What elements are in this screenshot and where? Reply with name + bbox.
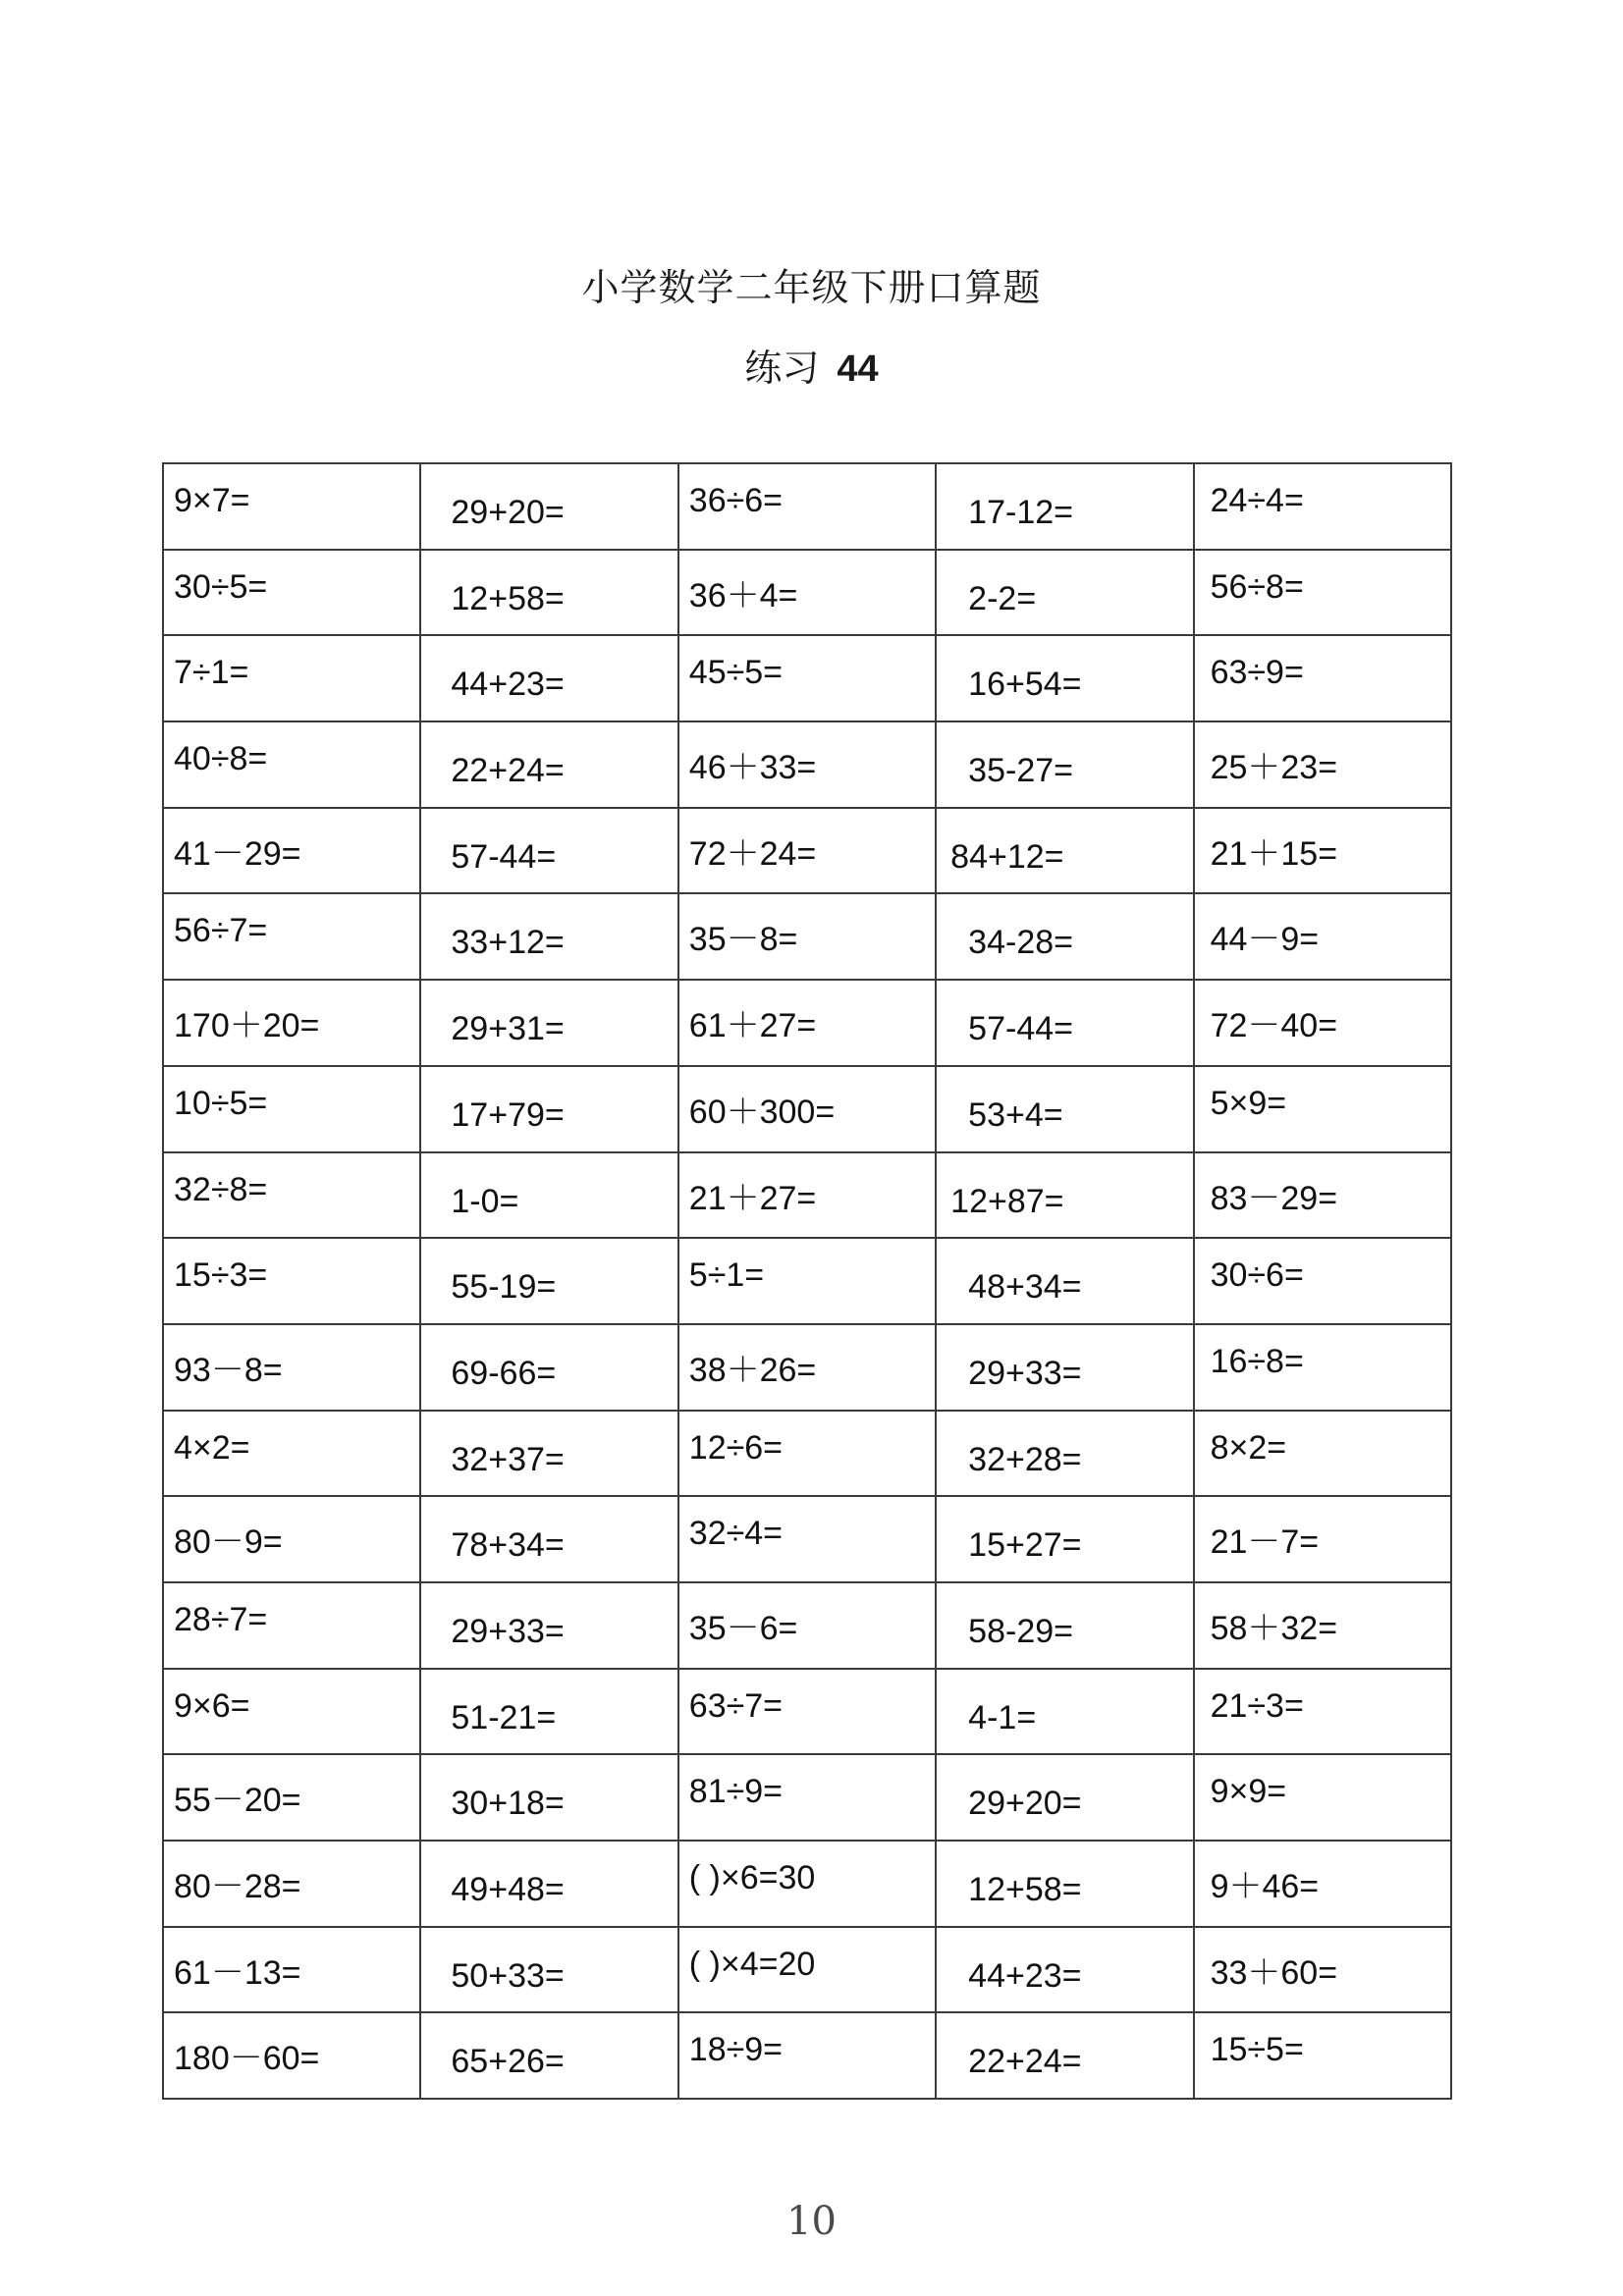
problem-cell <box>936 893 1193 980</box>
problem-text: 12+87= <box>950 1182 1064 1220</box>
problem-cell <box>163 1411 420 1497</box>
problem-text: 9＋46= <box>1210 1868 1320 1905</box>
problem-text: 34-28= <box>968 924 1073 962</box>
problem-cell <box>163 980 420 1066</box>
problem-text: 50+33= <box>451 1956 565 1995</box>
problem-text: 49+48= <box>451 1871 565 1908</box>
problem-cell <box>678 1582 936 1669</box>
problem-text: 9×7= <box>174 482 250 519</box>
problem-row <box>163 1841 1451 1927</box>
problem-text: 29+20= <box>968 1785 1082 1823</box>
problem-row <box>163 1411 1451 1497</box>
problem-cell <box>420 1496 677 1582</box>
problem-cell <box>420 1841 677 1927</box>
problem-text: 72＋24= <box>688 834 817 873</box>
problem-row <box>163 1066 1451 1152</box>
problem-cell <box>163 463 420 550</box>
problem-cell <box>936 980 1193 1066</box>
problem-cell <box>420 1927 677 2013</box>
problem-cell <box>163 808 420 894</box>
problem-row <box>163 1152 1451 1239</box>
problem-row <box>163 721 1451 808</box>
problem-cell <box>420 550 677 636</box>
problem-text: 15÷3= <box>174 1256 268 1295</box>
problem-cell <box>163 1927 420 2013</box>
problem-text: 32+37= <box>451 1440 565 1478</box>
problem-cell <box>420 1582 677 1669</box>
problem-text: 170＋20= <box>174 1007 320 1045</box>
problem-cell <box>163 1754 420 1841</box>
problem-text: 2-2= <box>968 579 1037 617</box>
problem-text: 40÷8= <box>174 740 268 778</box>
problem-text: 53+4= <box>968 1095 1063 1134</box>
problem-row <box>163 550 1451 636</box>
problem-text: 32÷4= <box>688 1515 784 1553</box>
problem-text: 55-19= <box>451 1268 557 1307</box>
problem-text: 29+31= <box>451 1010 565 1048</box>
problem-text: 22+24= <box>451 752 565 790</box>
problem-cell <box>678 893 936 980</box>
problem-text: 35－6= <box>688 1609 798 1647</box>
problem-cell <box>420 1411 677 1497</box>
problem-text: 33+12= <box>451 924 565 962</box>
problem-cell <box>1194 1841 1451 1927</box>
problem-text: 24÷4= <box>1210 482 1304 519</box>
problem-text: 32÷8= <box>174 1170 268 1208</box>
problem-cell <box>678 1754 936 1841</box>
problem-cell <box>1194 893 1451 980</box>
problem-row <box>163 808 1451 894</box>
problem-text: 83－29= <box>1210 1179 1338 1217</box>
problem-row <box>163 893 1451 980</box>
problem-cell <box>420 635 677 721</box>
problem-text: 10÷5= <box>174 1084 268 1122</box>
problem-text: 32+28= <box>968 1440 1082 1478</box>
problem-cell <box>420 463 677 550</box>
problem-cell <box>936 1066 1193 1152</box>
problem-cell <box>678 1324 936 1411</box>
problem-text: 21＋15= <box>1210 834 1338 873</box>
problem-text: 55－20= <box>174 1782 301 1820</box>
problem-text: 17-12= <box>968 494 1073 531</box>
problem-cell <box>163 1324 420 1411</box>
problem-cell <box>163 1669 420 1755</box>
problem-text: 25＋23= <box>1210 749 1338 787</box>
problem-cell <box>420 1754 677 1841</box>
problem-text: 29+20= <box>451 494 565 531</box>
problem-text: ( )×6=30 <box>688 1859 816 1896</box>
problem-text: 80－28= <box>174 1868 301 1905</box>
problem-text: 58-29= <box>968 1612 1073 1650</box>
problem-text: 5×9= <box>1210 1084 1287 1122</box>
problem-cell <box>1194 1411 1451 1497</box>
problem-text: 51-21= <box>451 1698 557 1736</box>
problem-cell <box>678 980 936 1066</box>
problem-text: 44+23= <box>451 666 565 704</box>
exercise-label: 练习 <box>744 347 820 390</box>
problem-cell <box>1194 1496 1451 1582</box>
problem-cell <box>1194 1324 1451 1411</box>
problem-cell <box>1194 1066 1451 1152</box>
problem-cell <box>678 1841 936 1927</box>
problem-cell <box>678 1238 936 1324</box>
problem-cell <box>936 2012 1193 2099</box>
problem-cell <box>1194 2012 1451 2099</box>
problem-text: 63÷9= <box>1210 654 1304 692</box>
problem-text: 61－13= <box>174 1953 301 1992</box>
problem-text: 45÷5= <box>688 654 784 692</box>
problem-text: 61＋27= <box>688 1007 817 1045</box>
problem-cell <box>678 1496 936 1582</box>
problem-cell <box>936 635 1193 721</box>
problem-text: 22+24= <box>968 2043 1082 2081</box>
problem-text: 16÷8= <box>1210 1342 1304 1380</box>
page-number: 10 <box>786 2199 837 2244</box>
problem-cell <box>420 980 677 1066</box>
problem-cell <box>678 721 936 808</box>
problem-text: 93－8= <box>174 1351 283 1389</box>
problem-text: 7÷1= <box>174 654 249 692</box>
problem-cell <box>1194 1582 1451 1669</box>
problem-cell <box>163 1152 420 1239</box>
problem-cell <box>1194 980 1451 1066</box>
problem-cell <box>678 1066 936 1152</box>
problem-text: 21－7= <box>1210 1523 1320 1562</box>
problem-cell <box>936 1841 1193 1927</box>
problem-grid-body <box>163 463 1451 2099</box>
problem-cell <box>163 1582 420 1669</box>
problem-cell <box>1194 1152 1451 1239</box>
problem-text: 69-66= <box>451 1354 557 1392</box>
problem-cell <box>678 635 936 721</box>
problem-cell <box>936 721 1193 808</box>
problem-cell <box>1194 1754 1451 1841</box>
problem-text: 81÷9= <box>688 1773 784 1811</box>
problem-text: 46＋33= <box>688 749 817 787</box>
problem-text: 15÷5= <box>1210 2031 1304 2069</box>
problem-cell <box>678 2012 936 2099</box>
problem-cell <box>163 2012 420 2099</box>
problem-row <box>163 1582 1451 1669</box>
problem-text: 80－9= <box>174 1523 283 1562</box>
problem-text: 21＋27= <box>688 1179 817 1217</box>
problem-text: 28÷7= <box>174 1600 268 1638</box>
problem-text: 1-0= <box>451 1182 519 1220</box>
problem-cell <box>936 1152 1193 1239</box>
problem-cell <box>1194 1669 1451 1755</box>
problem-row <box>163 2012 1451 2099</box>
problem-cell <box>678 1927 936 2013</box>
problem-row <box>163 635 1451 721</box>
problem-text: 36＋4= <box>688 576 798 614</box>
problem-cell <box>420 808 677 894</box>
problem-cell <box>1194 463 1451 550</box>
problem-cell <box>936 1754 1193 1841</box>
exercise-heading <box>0 338 1623 392</box>
problem-text: 29+33= <box>968 1354 1082 1392</box>
problem-cell <box>420 721 677 808</box>
problem-cell <box>163 635 420 721</box>
problem-row <box>163 1927 1451 2013</box>
problem-cell <box>678 1669 936 1755</box>
problem-cell <box>936 1238 1193 1324</box>
problem-text: 15+27= <box>968 1526 1082 1565</box>
problem-text: 65+26= <box>451 2043 565 2081</box>
problem-cell <box>163 1238 420 1324</box>
problem-text: 12+58= <box>968 1871 1082 1908</box>
problem-cell <box>678 1411 936 1497</box>
problem-row <box>163 1496 1451 1582</box>
problem-row <box>163 1324 1451 1411</box>
problem-text: 180－60= <box>174 2040 320 2078</box>
problem-text: 8×2= <box>1210 1428 1287 1467</box>
problem-cell <box>1194 550 1451 636</box>
problem-text: ( )×4=20 <box>688 1945 816 1983</box>
problem-text: 36÷6= <box>688 482 784 519</box>
problem-text: 38＋26= <box>688 1351 817 1389</box>
problem-cell <box>678 550 936 636</box>
problem-text: 16+54= <box>968 666 1082 704</box>
problem-cell <box>936 1411 1193 1497</box>
problem-cell <box>678 463 936 550</box>
problem-cell <box>420 1152 677 1239</box>
problem-cell <box>420 1669 677 1755</box>
problem-cell <box>420 1324 677 1411</box>
problem-cell <box>936 463 1193 550</box>
problem-text: 17+79= <box>451 1095 565 1134</box>
problem-cell <box>1194 808 1451 894</box>
problem-cell <box>678 1152 936 1239</box>
problem-text: 4-1= <box>968 1698 1037 1736</box>
problem-cell <box>420 1066 677 1152</box>
problem-cell <box>163 1496 420 1582</box>
exercise-number: 44 <box>837 348 879 390</box>
problem-cell <box>420 1238 677 1324</box>
problem-text: 9×6= <box>174 1686 250 1725</box>
problem-text: 35-27= <box>968 752 1073 790</box>
problem-cell <box>936 1496 1193 1582</box>
problem-row <box>163 980 1451 1066</box>
problem-text: 5÷1= <box>688 1256 765 1295</box>
problem-text: 48+34= <box>968 1268 1082 1307</box>
problem-text: 44+23= <box>968 1956 1082 1995</box>
problem-text: 30+18= <box>451 1785 565 1823</box>
problem-text: 29+33= <box>451 1612 565 1650</box>
problem-text: 57-44= <box>451 837 557 876</box>
problem-cell <box>1194 1927 1451 2013</box>
problem-text: 4×2= <box>174 1428 250 1467</box>
problem-cell <box>163 1841 420 1927</box>
problem-cell <box>936 550 1193 636</box>
worksheet-title: 小学数学二年级下册口算题 <box>581 266 1042 309</box>
problem-text: 60＋300= <box>688 1093 836 1131</box>
problem-cell <box>936 1582 1193 1669</box>
problem-cell <box>936 1669 1193 1755</box>
problem-row <box>163 463 1451 550</box>
problem-row <box>163 1754 1451 1841</box>
problem-cell <box>163 1066 420 1152</box>
problem-cell <box>1194 1238 1451 1324</box>
problem-text: 35－8= <box>688 921 798 959</box>
problem-row <box>163 1238 1451 1324</box>
problem-cell <box>163 550 420 636</box>
problem-text: 84+12= <box>950 837 1064 876</box>
problem-cell <box>936 808 1193 894</box>
problem-text: 57-44= <box>968 1010 1073 1048</box>
problem-text: 41－29= <box>174 834 301 873</box>
problem-cell <box>1194 721 1451 808</box>
problem-cell <box>936 1927 1193 2013</box>
problem-text: 12÷6= <box>688 1428 784 1467</box>
problem-text: 18÷9= <box>688 2031 784 2069</box>
problem-text: 33＋60= <box>1210 1953 1338 1992</box>
problem-cell <box>936 1324 1193 1411</box>
problem-text: 21÷3= <box>1210 1686 1304 1725</box>
problem-cell <box>420 893 677 980</box>
problem-text: 63÷7= <box>688 1686 784 1725</box>
problem-cell <box>163 721 420 808</box>
problem-text: 72－40= <box>1210 1007 1338 1045</box>
problem-text: 12+58= <box>451 579 565 617</box>
problem-text: 56÷8= <box>1210 567 1304 606</box>
problem-text: 58＋32= <box>1210 1609 1338 1647</box>
problem-cell <box>678 808 936 894</box>
problem-row <box>163 1669 1451 1755</box>
problem-text: 44－9= <box>1210 921 1320 959</box>
problem-text: 78+34= <box>451 1526 565 1565</box>
problem-cell <box>420 2012 677 2099</box>
problem-text: 30÷5= <box>174 567 268 606</box>
problem-text: 9×9= <box>1210 1773 1287 1811</box>
problem-text: 56÷7= <box>174 912 268 950</box>
problem-text: 30÷6= <box>1210 1256 1304 1295</box>
problem-grid <box>162 462 1452 2100</box>
problem-cell <box>1194 635 1451 721</box>
problem-cell <box>163 893 420 980</box>
